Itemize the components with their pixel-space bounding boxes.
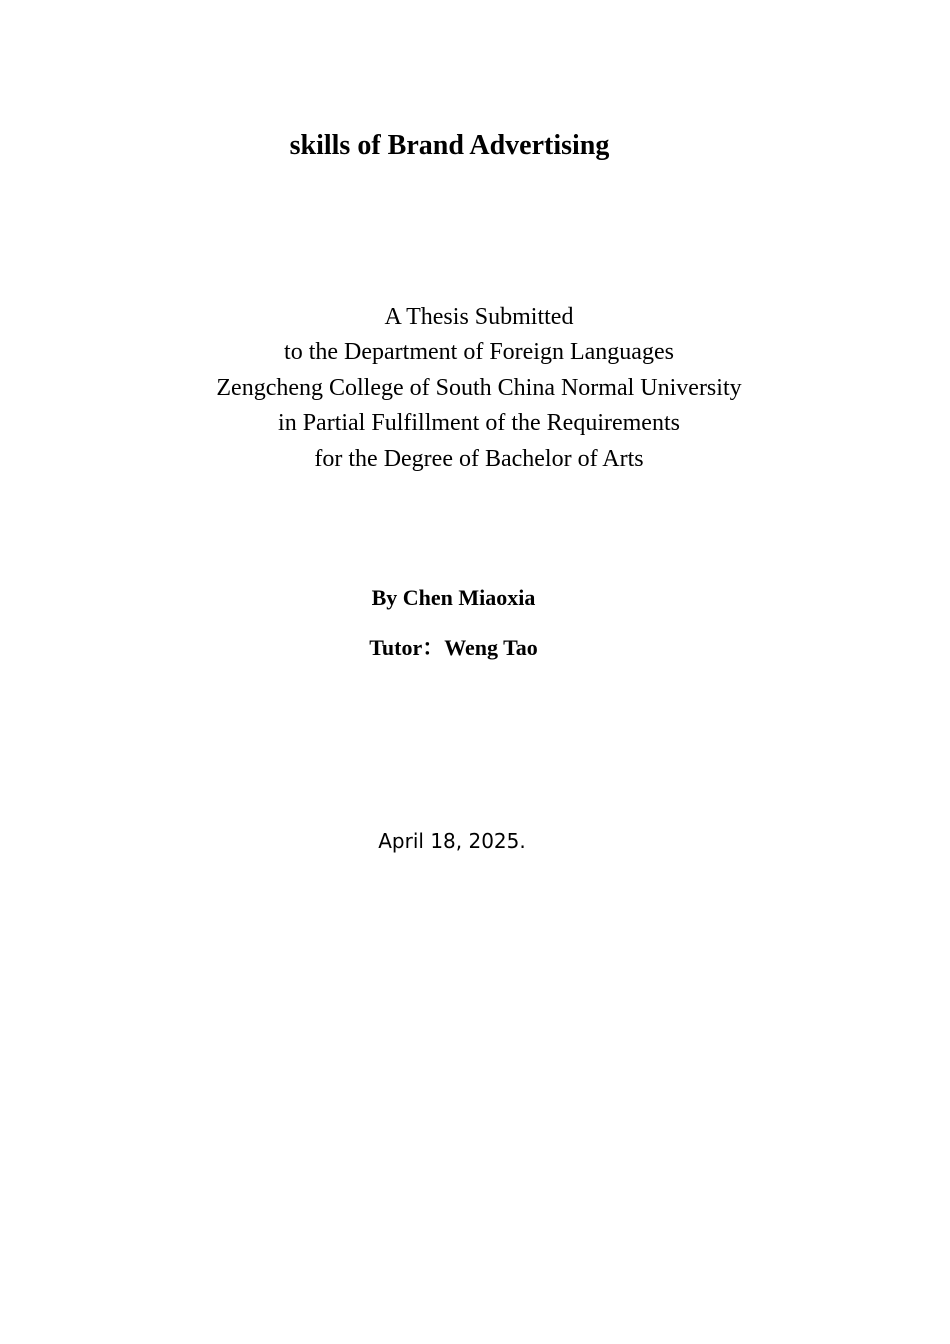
submission-line: to the Department of Foreign Languages (284, 339, 674, 366)
tutor-line: Tutor：Weng Tao (369, 635, 538, 660)
submission-line: A Thesis Submitted (384, 304, 574, 330)
submission-line: Zengcheng College of South China Normal University (216, 374, 742, 401)
author-line: By Chen Miaoxia (371, 585, 536, 610)
submission-statement (0, 300, 950, 477)
submission-date: April 18, 2025. (378, 829, 526, 853)
thesis-title: skills of Brand Advertising (289, 130, 610, 161)
submission-line: for the Degree of Bachelor of Arts (314, 445, 644, 472)
submission-line: in Partial Fulfillment of the Requirements (278, 410, 680, 437)
